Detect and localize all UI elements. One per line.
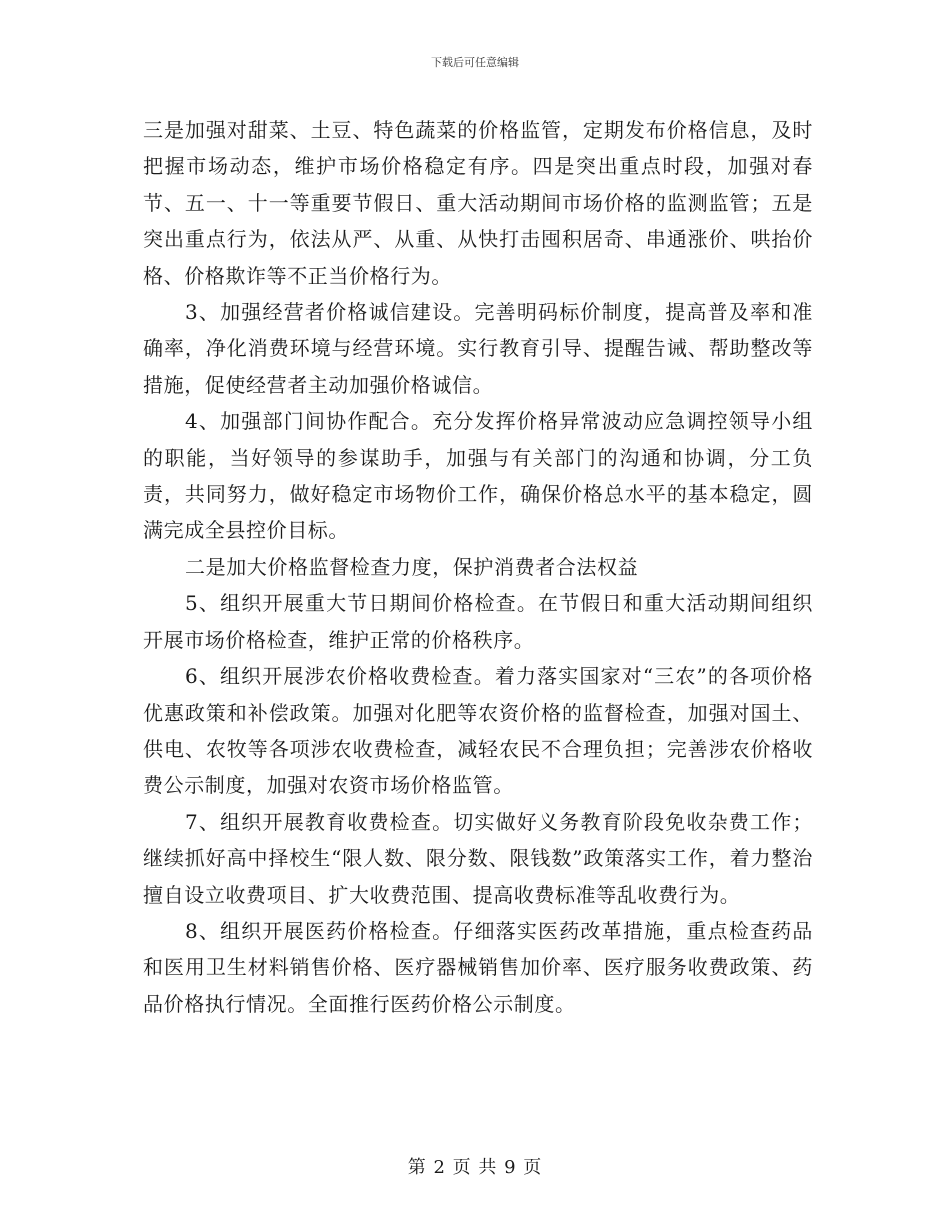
section-heading: 二是加大价格监督检查力度，保护消费者合法权益 bbox=[185, 554, 639, 579]
page-header-note: 下载后可任意编辑 bbox=[431, 56, 519, 69]
document-body bbox=[143, 112, 813, 1022]
paragraph-item-8: 8、组织开展医药价格检查。仔细落实医药改革措施，重点检查药品和医用卫生材料销售价格、医疗器械销售加价率、医疗服务收费政策、药品价格执行情况。全面推行医药价格公示制度。 bbox=[143, 918, 813, 1016]
paragraph-continuation: 三是加强对甜菜、土豆、特色蔬菜的价格监管，定期发布价格信息，及时把握市场动态，维护市场价格稳定有序。四是突出重点时段，加强对春节、五一、十一等重要节假日、重大活动期间市场价格的监测监管；五是突出重点行为，依法从严、从重、从快打击囤积居奇、串通涨价、哄抬价格、价格欺诈等不正当价格行为。 bbox=[143, 118, 813, 288]
page-number: 第 2 页 共 9 页 bbox=[407, 1157, 543, 1178]
paragraph-item-3: 3、加强经营者价格诚信建设。完善明码标价制度，提高普及率和准确率，净化消费环境与经营环境。实行教育引导、提醒告诫、帮助整改等措施，促使经营者主动加强价格诚信。 bbox=[143, 300, 813, 397]
paragraph-item-6: 6、组织开展涉农价格收费检查。着力落实国家对“三农”的各项价格优惠政策和补偿政策。加强对化肥等农资价格的监督检查，加强对国土、供电、农牧等各项涉农收费检查，减轻农民不合理负担；完善涉农价格收费公示制度，加强对农资市场价格监管。 bbox=[143, 664, 813, 798]
paragraph-item-7: 7、组织开展教育收费检查。切实做好义务教育阶段免收杂费工作；继续抓好高中择校生“限人数、限分数、限钱数”政策落实工作，着力整治擅自设立收费项目、扩大收费范围、提高收费标准等乱收费行为。 bbox=[143, 809, 813, 907]
paragraph-item-5: 5、组织开展重大节日期间价格检查。在节假日和重大活动期间组织开展市场价格检查，维护正常的价格秩序。 bbox=[143, 591, 813, 652]
paragraph-item-4: 4、加强部门间协作配合。充分发挥价格异常波动应急调控领导小组的职能，当好领导的参谋助手，加强与有关部门的沟通和协调，分工负责，共同努力，做好稳定市场物价工作，确保价格总水平的基本稳定，圆满完成全县控价目标。 bbox=[143, 409, 813, 543]
